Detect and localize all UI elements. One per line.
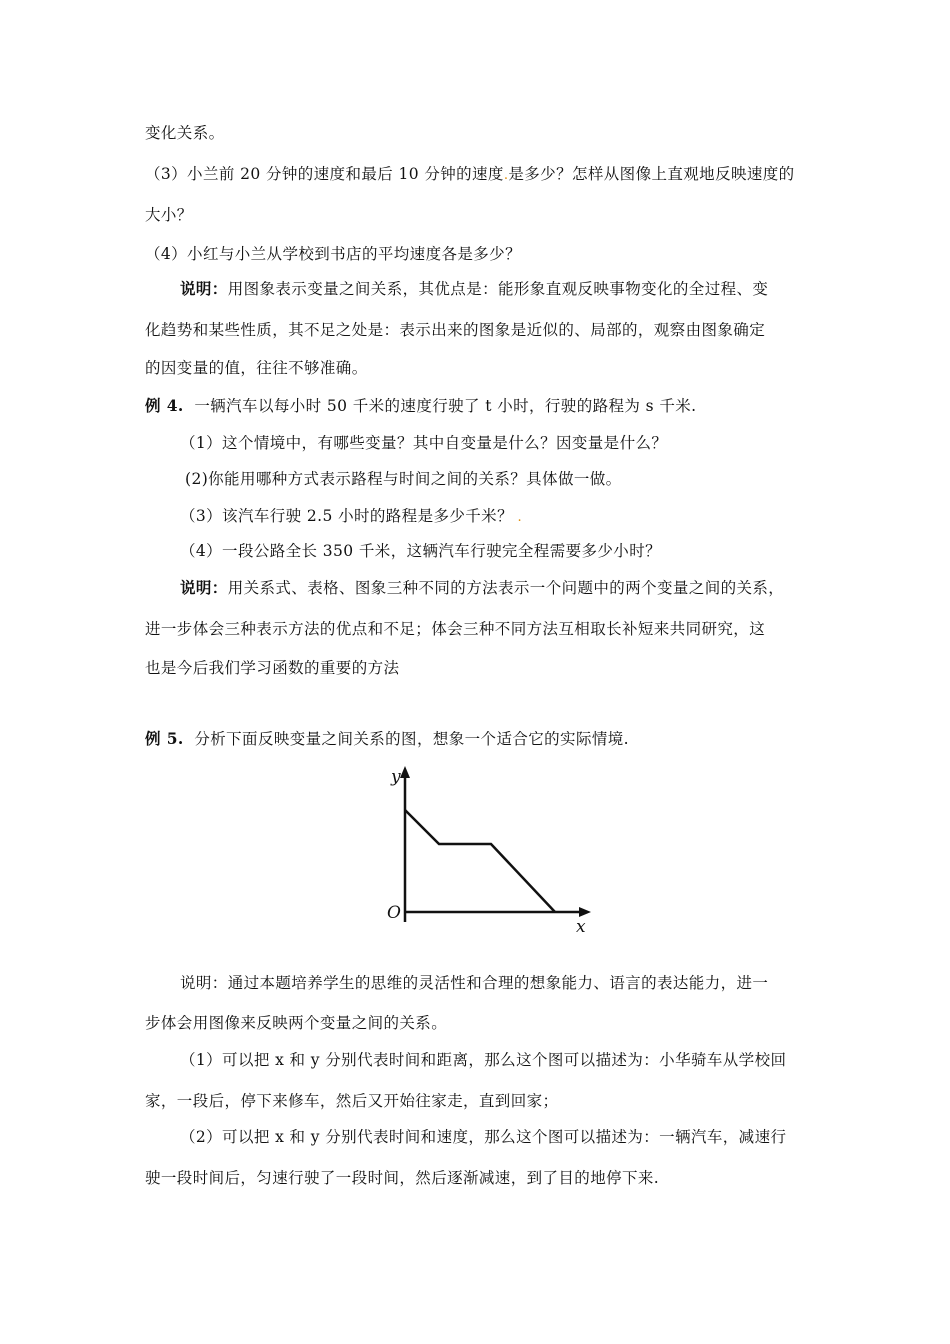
example-text: 分析下面反映变量之间关系的图，想象一个适合它的实际情境.	[194, 730, 629, 748]
text-line: 变化关系。	[145, 124, 225, 142]
question-3-part-a: （3）小兰前 20 分钟的速度和最后 10 分钟的速度	[145, 165, 504, 183]
example-4-question-1: （1）这个情境中，有哪些变量？其中自变量是什么？因变量是什么？	[180, 434, 668, 452]
note-1	[180, 277, 768, 299]
origin-label: O	[387, 903, 401, 923]
graph-line	[405, 810, 555, 912]
answer-2: （2）可以把 x 和 y 分别代表时间和速度，那么这个图可以描述为：一辆汽车，减速行	[180, 1128, 787, 1146]
text-line: 进一步体会三种表示方法的优点和不足；体会三种不同方法互相取长补短来共同研究，这	[145, 620, 766, 638]
text-line: 驶一段时间后，匀速行驶了一段时间，然后逐渐减速，到了目的地停下来.	[145, 1169, 660, 1187]
example-text: 一辆汽车以每小时 50 千米的速度行驶了 t 小时，行驶的路程为 s 千米.	[194, 397, 697, 415]
example-5-heading	[145, 727, 629, 749]
text-line: 化趋势和某些性质，其不足之处是：表示出来的图象是近似的、局部的，观察由图象确定	[145, 321, 766, 339]
text-line: 的因变量的值，往往不够准确。	[145, 359, 368, 377]
example-label: 例 4.	[145, 396, 184, 415]
x-axis-arrow	[579, 907, 591, 917]
edit-mark: .	[503, 168, 509, 183]
answer-1: （1）可以把 x 和 y 分别代表时间和距离，那么这个图可以描述为：小华骑车从学校回	[180, 1051, 787, 1069]
note-3: 说明：通过本题培养学生的思维的灵活性和合理的想象能力、语言的表达能力，进一	[180, 974, 769, 992]
example-label: 例 5.	[145, 729, 184, 748]
variable-relationship-graph	[383, 760, 598, 940]
example-4-heading	[145, 394, 696, 416]
note-label: 说明：	[180, 578, 228, 597]
question-3	[145, 162, 795, 184]
example-4-question-3	[180, 504, 522, 526]
question-3-part-b: 是多少？怎样从图像上直观地反映速度的	[508, 165, 795, 183]
text-line: 家，一段后，停下来修车，然后又开始往家走，直到回家；	[145, 1092, 559, 1110]
example-4-question-4: （4）一段公路全长 350 千米，这辆汽车行驶完全程需要多少小时？	[180, 542, 662, 560]
question-text: （3）该汽车行驶 2.5 小时的路程是多少千米？	[180, 507, 513, 525]
x-axis-label: x	[576, 917, 586, 937]
note-text: 用图象表示变量之间关系，其优点是：能形象直观反映事物变化的全过程、变	[227, 280, 769, 298]
text-line: 也是今后我们学习函数的重要的方法	[145, 659, 400, 677]
y-axis-arrow	[400, 766, 410, 778]
y-axis-label: y	[391, 767, 401, 787]
text-line: 步体会用图像来反映两个变量之间的关系。	[145, 1014, 448, 1032]
edit-mark: .	[512, 510, 523, 525]
note-text: 用关系式、表格、图象三种不同的方法表示一个问题中的两个变量之间的关系，	[227, 579, 785, 597]
note-label: 说明：	[180, 279, 228, 298]
text-line: 大小？	[145, 206, 193, 224]
note-2	[180, 576, 784, 598]
question-4: （4）小红与小兰从学校到书店的平均速度各是多少？	[145, 245, 521, 263]
example-4-question-2: (2)你能用哪种方式表示路程与时间之间的关系？具体做一做。	[185, 470, 622, 488]
